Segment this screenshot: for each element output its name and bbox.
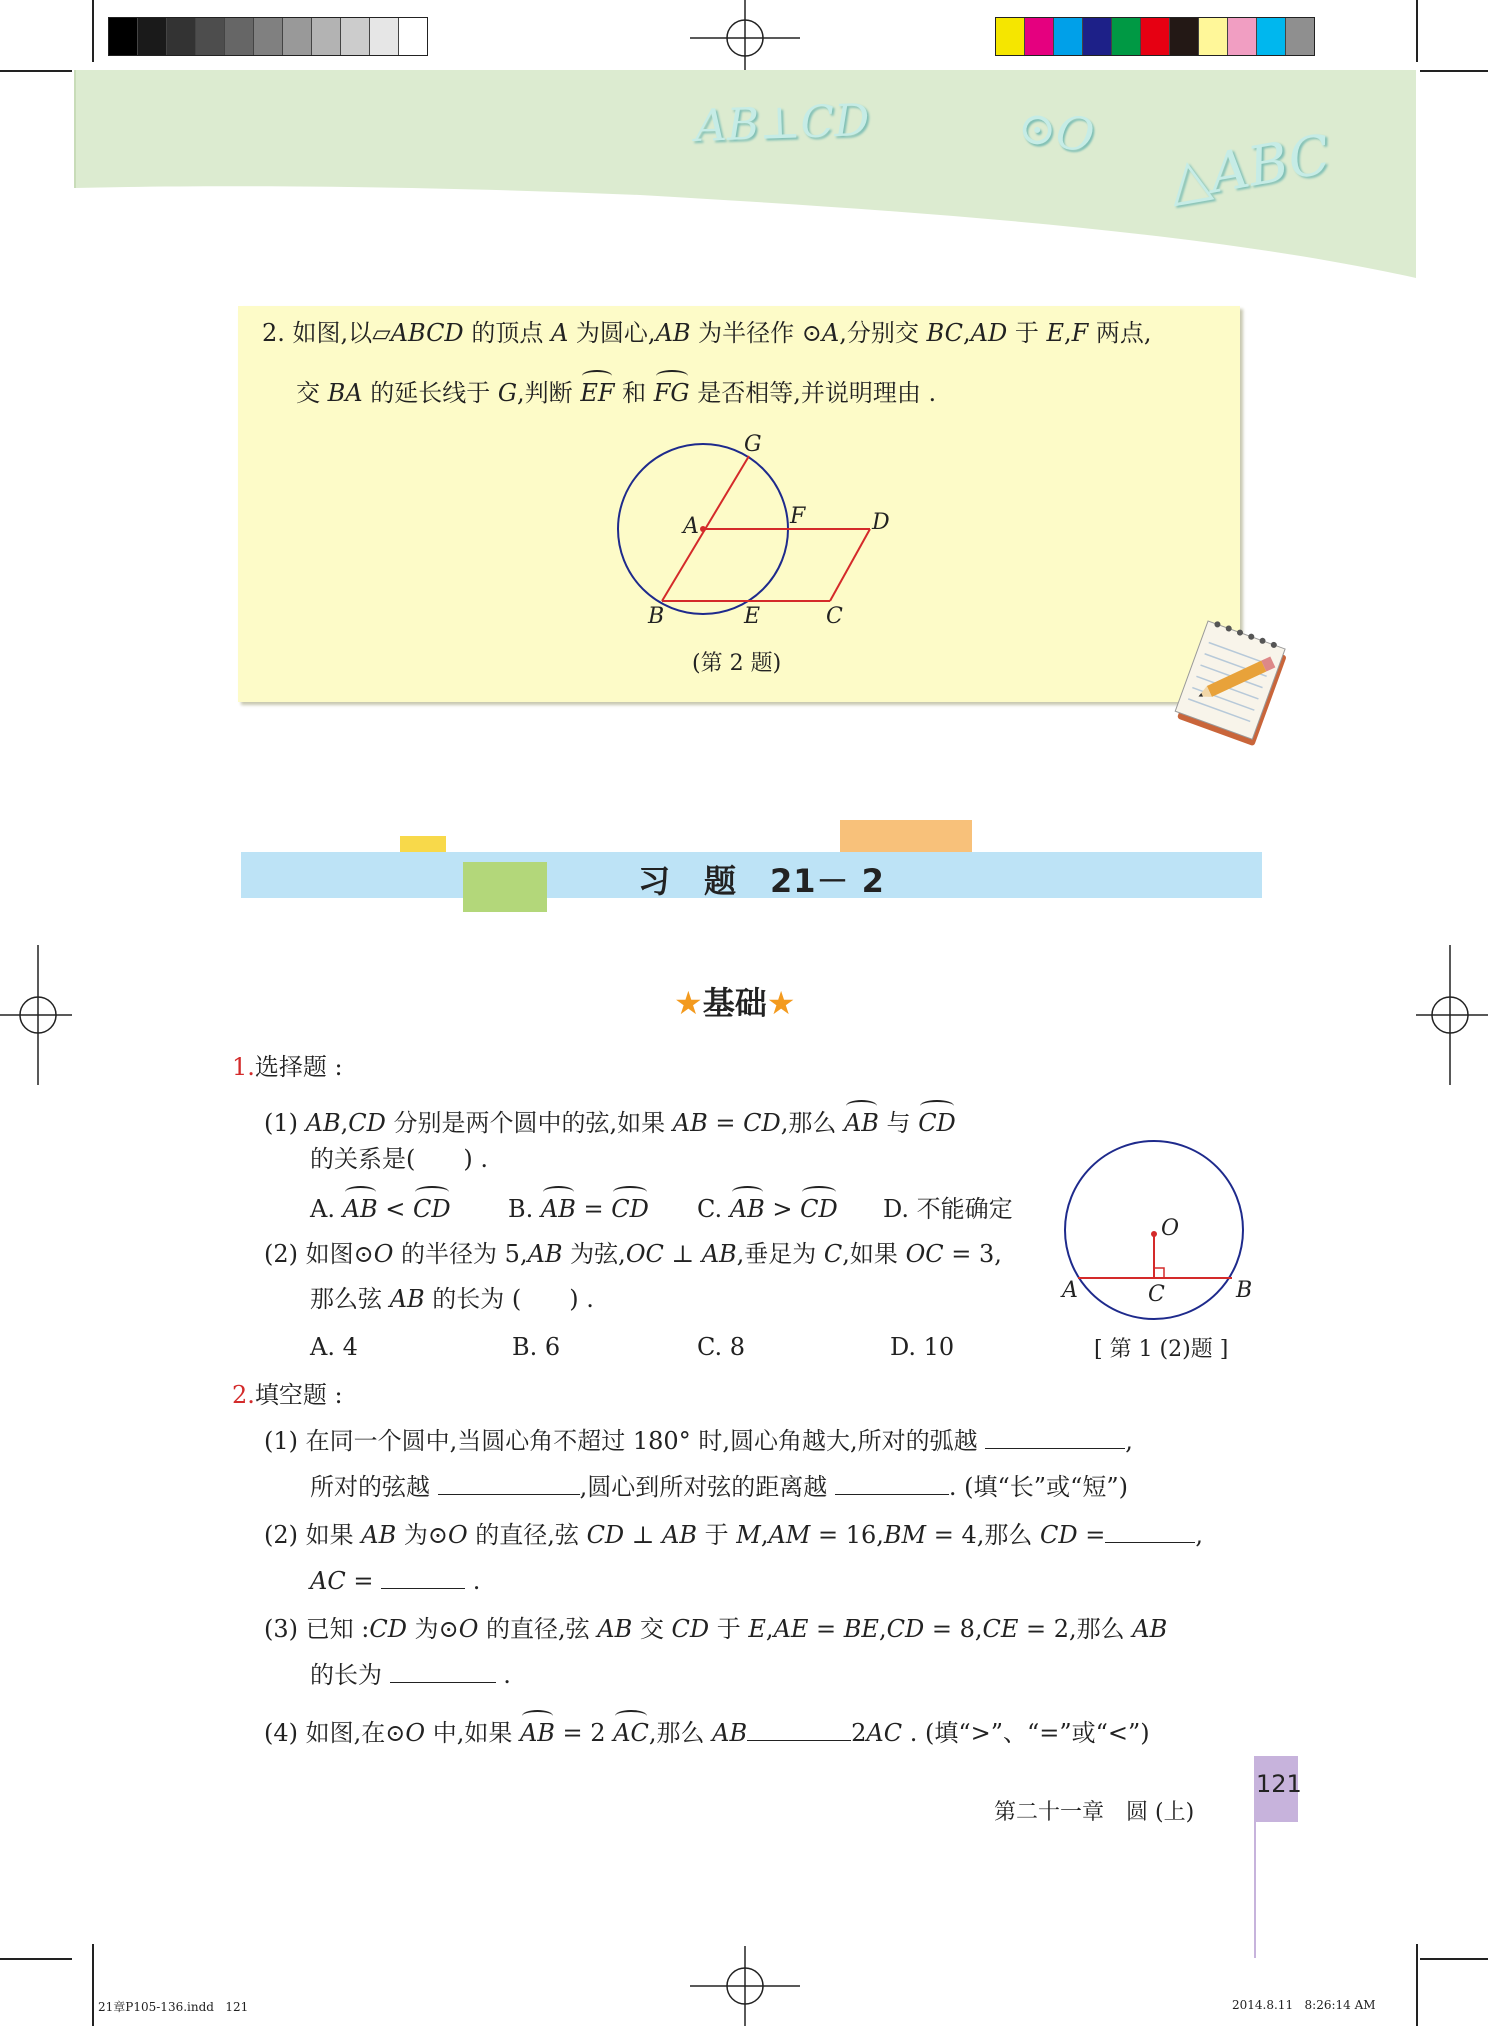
text-fragment: CD <box>413 1192 451 1226</box>
text-fragment: ABCD <box>390 319 464 347</box>
text-fragment: 的顶点 <box>463 319 551 347</box>
arc-ef: EF <box>580 376 614 410</box>
text-fragment: O <box>447 1521 468 1549</box>
text-fragment: CD <box>369 1615 407 1643</box>
text-fragment: = 8, <box>924 1615 983 1643</box>
text-fragment: AB <box>662 1521 697 1549</box>
text-fragment: ★基础★ <box>674 984 796 1022</box>
text-fragment: 为半径作 ⊙ <box>690 319 822 347</box>
answer-blank <box>438 1472 580 1495</box>
text-fragment: . (填“长”或“短”) <box>948 1473 1128 1501</box>
answer-blank <box>747 1718 851 1741</box>
sticky-note-orange <box>840 820 972 854</box>
text-fragment: ,垂足为 <box>736 1240 824 1268</box>
text-fragment: CE <box>982 1615 1019 1643</box>
color-swatch <box>1227 18 1256 55</box>
text-fragment: C. <box>697 1195 723 1223</box>
text-fragment: = 3, <box>943 1240 1002 1268</box>
q1-sub2-option-c: C. 8 <box>697 1333 746 1361</box>
q1-sub2-option-a: A. 4 <box>310 1333 358 1361</box>
text-fragment: OC <box>905 1240 944 1268</box>
text-fragment: AC <box>613 1716 649 1750</box>
color-swatch <box>166 18 195 55</box>
header-decor-symbol-2: ⊙O <box>1014 98 1098 164</box>
answer-blank <box>1105 1520 1195 1543</box>
text-fragment: < <box>385 1195 406 1223</box>
crop-mark <box>1416 0 1418 62</box>
label-f: F <box>790 504 806 529</box>
q1-sub2-line1 <box>264 1237 1002 1271</box>
text-fragment: , <box>340 1109 349 1137</box>
text-fragment: CD <box>918 1106 956 1140</box>
color-swatch <box>282 18 311 55</box>
text-fragment: CD <box>1040 1521 1078 1549</box>
text-fragment: F <box>1071 319 1089 347</box>
text-fragment: (2) 如图⊙ <box>264 1240 374 1268</box>
text-fragment: 和 <box>614 379 654 407</box>
text-fragment: ,那么 <box>648 1719 713 1747</box>
text-fragment: CD <box>743 1109 781 1137</box>
text-fragment: E <box>748 1615 766 1643</box>
text-fragment: AB <box>343 1192 378 1226</box>
q1-sub1-line2: 的关系是( ) . <box>310 1145 488 1173</box>
q2-sub2-line2 <box>310 1564 480 1598</box>
text-fragment: CD <box>800 1192 838 1226</box>
text-fragment: = <box>345 1567 374 1595</box>
q2-sub1-line2 <box>310 1470 1128 1504</box>
text-fragment: (1) <box>264 1109 306 1137</box>
color-swatch <box>109 18 137 55</box>
gray-scale-bar <box>108 17 428 56</box>
text-fragment: AB <box>305 1109 341 1137</box>
text-fragment: (1) 在同一个圆中,当圆心角不超过 180° 时,圆心角越大,所对的弧越 <box>264 1427 978 1455</box>
text-fragment: ⊥ <box>624 1521 662 1549</box>
arc-fg: FG <box>654 376 690 410</box>
text-fragment: BC <box>926 319 963 347</box>
text-fragment: ,圆心到所对弦的距离越 <box>579 1473 828 1501</box>
color-swatch <box>1198 18 1227 55</box>
q2-sub1-line1 <box>264 1424 1133 1458</box>
answer-blank <box>835 1472 949 1495</box>
text-fragment: 2. <box>232 1381 255 1409</box>
crop-mark <box>1416 1944 1418 2026</box>
color-swatch <box>1111 18 1140 55</box>
text-fragment: 中,如果 <box>425 1719 520 1747</box>
section-subtitle <box>674 978 795 1024</box>
label-g: G <box>744 432 762 457</box>
q2-sub4-line <box>264 1716 1150 1750</box>
text-fragment: AE <box>773 1615 809 1643</box>
text-fragment: , <box>1195 1521 1204 1549</box>
text-fragment: A <box>550 319 569 347</box>
text-fragment: B. <box>508 1195 534 1223</box>
registration-mark-left <box>0 945 72 1085</box>
registration-mark-right <box>1416 945 1488 1085</box>
q1-sub2-option-b: B. 6 <box>512 1333 561 1361</box>
text-fragment: = 16, <box>810 1521 884 1549</box>
text-fragment: , <box>760 1521 769 1549</box>
text-fragment: AB <box>361 1521 397 1549</box>
text-fragment: 那么弦 <box>310 1285 390 1313</box>
text-fragment: AB <box>844 1106 879 1140</box>
text-fragment: G <box>497 379 518 407</box>
q1-2-figure-caption: [ 第 1 (2)题 ] <box>1094 1337 1229 1362</box>
center-a-dot <box>700 526 706 532</box>
text-fragment: 的直径,弦 <box>478 1615 598 1643</box>
q2-heading <box>232 1378 343 1412</box>
text-fragment: AB <box>1132 1615 1168 1643</box>
text-fragment: 于 <box>1007 319 1047 347</box>
text-fragment: 1. <box>232 1053 255 1081</box>
color-swatch <box>224 18 253 55</box>
text-fragment: 为⊙ <box>396 1521 448 1549</box>
text-fragment: 于 <box>696 1521 737 1549</box>
text-fragment: AC <box>310 1567 346 1595</box>
text-fragment: 选择题 : <box>254 1053 343 1081</box>
color-swatch <box>1285 18 1314 55</box>
text-fragment: (4) 如图,在⊙ <box>264 1719 406 1747</box>
problem-2-line-2 <box>296 376 936 410</box>
crop-mark <box>1420 1958 1488 1960</box>
text-fragment: 的延长线于 <box>362 379 498 407</box>
color-swatch <box>996 18 1024 55</box>
print-timestamp: 2014.8.11 8:26:14 AM <box>1232 1998 1376 2012</box>
page-number-tab-line <box>1254 1822 1256 1958</box>
text-fragment: = 4,那么 <box>926 1521 1041 1549</box>
text-fragment: AB <box>541 1192 576 1226</box>
text-fragment: . <box>465 1567 481 1595</box>
text-fragment: 如图,以 <box>292 319 373 347</box>
text-fragment: 的长为 ( ) . <box>424 1285 594 1313</box>
q1-sub1-option-b <box>508 1192 649 1226</box>
text-fragment: ,分别交 <box>839 319 927 347</box>
color-swatch <box>1082 18 1111 55</box>
text-fragment: = <box>808 1615 844 1643</box>
text-fragment: C <box>823 1240 843 1268</box>
problem-2-line-1 <box>262 316 1152 350</box>
text-fragment: = 2 <box>554 1719 614 1747</box>
label-o: O <box>1161 1216 1180 1241</box>
label-c: C <box>1148 1282 1165 1307</box>
text-fragment: 为⊙ <box>406 1615 459 1643</box>
q1-sub2-option-d: D. 10 <box>890 1333 955 1361</box>
answer-blank <box>381 1566 465 1589</box>
text-fragment: , <box>1125 1427 1133 1455</box>
color-swatch <box>340 18 369 55</box>
text-fragment: 的长为 <box>310 1661 382 1689</box>
text-fragment: BM <box>883 1521 927 1549</box>
color-swatch <box>1169 18 1198 55</box>
text-fragment: AB <box>712 1719 748 1747</box>
text-fragment: 交 <box>632 1615 672 1643</box>
center-o-dot <box>1151 1231 1157 1237</box>
sticky-note-green <box>463 862 547 912</box>
text-fragment: (2) 如果 <box>264 1521 362 1549</box>
text-fragment: 2 <box>851 1719 867 1747</box>
text-fragment: . <box>495 1661 511 1689</box>
text-fragment: CD <box>671 1615 710 1643</box>
chapter-footer: 第二十一章 圆 (上) <box>994 1800 1195 1825</box>
text-fragment: 与 <box>878 1109 919 1137</box>
color-swatch <box>137 18 166 55</box>
q1-sub1-line1 <box>264 1106 956 1140</box>
text-fragment: , <box>765 1615 774 1643</box>
label-d: D <box>872 510 890 535</box>
text-fragment: AB <box>389 1285 425 1313</box>
q2-sub2-line1 <box>264 1518 1203 1552</box>
text-fragment: BA <box>327 379 363 407</box>
text-fragment: A. <box>310 1195 335 1223</box>
text-fragment: E <box>1046 319 1064 347</box>
label-b: B <box>648 604 665 629</box>
q1-sub2-line2 <box>310 1282 594 1316</box>
text-fragment: 填空题 : <box>254 1381 343 1409</box>
text-fragment: 2. <box>262 319 285 347</box>
text-fragment: AB <box>730 1192 765 1226</box>
text-fragment: OC <box>625 1240 664 1268</box>
header-decor-symbol-1: AB⊥CD <box>694 94 871 153</box>
label-a: A <box>683 514 699 539</box>
file-info: 21章P105-136.indd 121 <box>98 2000 249 2014</box>
label-c: C <box>826 604 843 629</box>
color-swatch <box>1256 18 1285 55</box>
text-fragment: 的直径,弦 <box>467 1521 587 1549</box>
text-fragment: CD <box>611 1192 649 1226</box>
q1-sub1-option-a <box>310 1192 451 1226</box>
text-fragment: AD <box>970 319 1008 347</box>
text-fragment: AB <box>655 319 691 347</box>
text-fragment: A <box>821 319 840 347</box>
crop-mark <box>92 1944 94 2026</box>
text-fragment: ,那么 <box>780 1109 844 1137</box>
text-fragment: ▱ <box>372 319 391 347</box>
text-fragment: 为圆心, <box>568 319 656 347</box>
text-fragment: 分别是两个圆中的弦,如果 <box>385 1109 673 1137</box>
section-title: 习 题 21－ 2 <box>638 862 885 900</box>
text-fragment: , <box>878 1615 887 1643</box>
problem-2-caption: (第 2 题) <box>692 651 782 676</box>
text-fragment: ,判断 <box>517 379 581 407</box>
color-swatch <box>1053 18 1082 55</box>
color-swatch <box>1140 18 1169 55</box>
label-a: A <box>1062 1278 1078 1303</box>
text-fragment: > <box>772 1195 793 1223</box>
text-fragment: 是否相等,并说明理由 . <box>689 379 937 407</box>
answer-blank <box>985 1426 1125 1449</box>
registration-mark-bottom <box>690 1946 800 2026</box>
text-fragment: , <box>1063 319 1072 347</box>
header-decor-symbol-3: △ABC <box>1163 122 1335 213</box>
label-e: E <box>744 604 761 629</box>
text-fragment: . (填“>”、“=”或“<”) <box>902 1719 1150 1747</box>
text-fragment: 为弦, <box>562 1240 626 1268</box>
text-fragment: AB <box>597 1615 633 1643</box>
text-fragment: 于 <box>709 1615 749 1643</box>
color-swatch <box>253 18 282 55</box>
text-fragment: O <box>373 1240 394 1268</box>
color-swatch <box>1024 18 1053 55</box>
text-fragment: O <box>458 1615 479 1643</box>
text-fragment: O <box>405 1719 426 1747</box>
crop-mark <box>92 0 94 62</box>
text-fragment: (3) 已知 : <box>264 1615 370 1643</box>
page-number: 121 <box>1256 1770 1302 1798</box>
segment-dc <box>830 529 870 601</box>
q1-sub1-option-d <box>883 1192 1013 1226</box>
text-fragment: AB <box>701 1240 737 1268</box>
color-swatch <box>398 18 427 55</box>
crop-mark <box>0 1958 72 1960</box>
text-fragment: ⊥ <box>663 1240 702 1268</box>
text-fragment: AB <box>672 1109 708 1137</box>
q2-sub3-line1 <box>264 1612 1167 1646</box>
text-fragment: 的半径为 5, <box>393 1240 528 1268</box>
text-fragment: BE <box>843 1615 879 1643</box>
q2-sub3-line2 <box>310 1658 511 1692</box>
text-fragment: ,如果 <box>842 1240 906 1268</box>
text-fragment: CD <box>586 1521 625 1549</box>
color-bar <box>995 17 1315 56</box>
label-b: B <box>1236 1278 1253 1303</box>
text-fragment: M <box>736 1521 761 1549</box>
text-fragment: 两点, <box>1088 319 1152 347</box>
q1-heading <box>232 1050 343 1084</box>
text-fragment: CD <box>348 1109 386 1137</box>
color-swatch <box>195 18 224 55</box>
text-fragment: 所对的弦越 <box>310 1473 430 1501</box>
text-fragment: 交 <box>296 379 328 407</box>
text-fragment: = <box>583 1195 604 1223</box>
color-swatch <box>369 18 398 55</box>
color-swatch <box>311 18 340 55</box>
text-fragment: AB <box>520 1716 555 1750</box>
text-fragment: CD <box>886 1615 925 1643</box>
text-fragment: , <box>962 319 971 347</box>
text-fragment: D. <box>883 1195 910 1223</box>
text-fragment: AC <box>866 1719 903 1747</box>
text-fragment: = 2,那么 <box>1018 1615 1133 1643</box>
text-fragment: = <box>707 1109 744 1137</box>
notepad-pencil-icon <box>1164 620 1304 760</box>
right-angle-mark <box>1154 1268 1164 1278</box>
text-fragment: AM <box>768 1521 811 1549</box>
q1-sub1-option-c <box>697 1192 838 1226</box>
text-fragment: 不能确定 <box>916 1195 1013 1223</box>
text-fragment: AB <box>527 1240 563 1268</box>
answer-blank <box>390 1660 496 1683</box>
text-fragment: = <box>1077 1521 1106 1549</box>
